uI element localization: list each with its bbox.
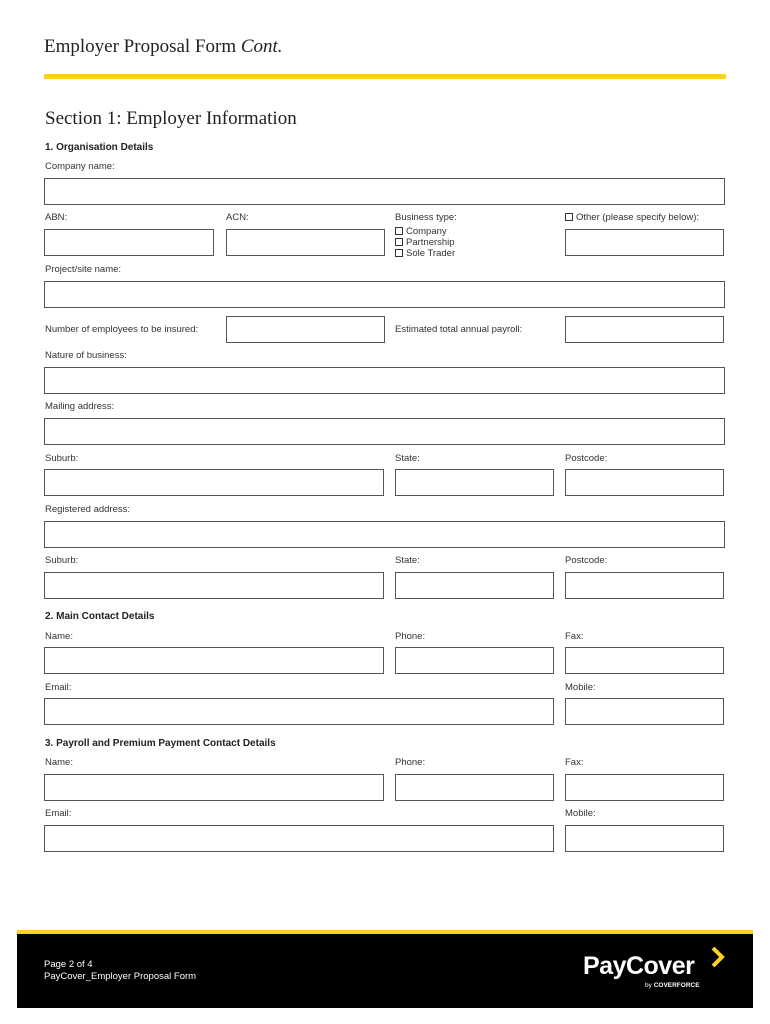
main-contact-email-field[interactable] <box>44 698 554 725</box>
main-contact-name-label: Name: <box>45 631 73 642</box>
mailing-suburb-field[interactable] <box>44 469 384 496</box>
mailing-state-label: State: <box>395 453 420 464</box>
employees-label: Number of employees to be insured: <box>45 324 199 335</box>
mailing-postcode-field[interactable] <box>565 469 724 496</box>
org-details-heading: 1. Organisation Details <box>45 142 154 153</box>
payroll-contact-mobile-label: Mobile: <box>565 808 596 819</box>
logo-tagline <box>645 982 700 989</box>
main-contact-phone-field[interactable] <box>395 647 554 674</box>
header-rule <box>44 74 726 79</box>
registered-postcode-label: Postcode: <box>565 555 608 566</box>
employees-field[interactable] <box>226 316 385 343</box>
company-checkbox[interactable] <box>395 227 403 235</box>
payroll-contact-name-label: Name: <box>45 757 73 768</box>
paycover-logo <box>583 946 733 996</box>
payroll-contact-phone-field[interactable] <box>395 774 554 801</box>
business-type-sole-trader-option[interactable] <box>395 248 455 259</box>
document-title-suffix: Cont. <box>240 36 283 57</box>
mailing-address-field[interactable] <box>44 418 725 445</box>
logo-wordmark: PayCover <box>583 952 695 980</box>
mailing-state-field[interactable] <box>395 469 554 496</box>
payroll-contact-email-field[interactable] <box>44 825 554 852</box>
main-contact-mobile-field[interactable] <box>565 698 724 725</box>
payroll-contact-heading: 3. Payroll and Premium Payment Contact Details <box>45 738 276 749</box>
nature-of-business-label: Nature of business: <box>45 350 127 361</box>
mailing-suburb-label: Suburb: <box>45 453 79 464</box>
other-business-type-field[interactable] <box>565 229 724 256</box>
registered-suburb-field[interactable] <box>44 572 384 599</box>
payroll-contact-fax-field[interactable] <box>565 774 724 801</box>
project-site-field[interactable] <box>44 281 725 308</box>
main-contact-mobile-label: Mobile: <box>565 682 596 693</box>
company-name-field[interactable] <box>44 178 725 205</box>
section-title: Section 1: Employer Information <box>45 108 297 129</box>
registered-address-field[interactable] <box>44 521 725 548</box>
business-type-sole-trader-label: Sole Trader <box>406 248 456 259</box>
registered-postcode-field[interactable] <box>565 572 724 599</box>
acn-field[interactable] <box>226 229 385 256</box>
abn-label: ABN: <box>45 212 68 223</box>
payroll-contact-email-label: Email: <box>45 808 72 819</box>
main-contact-fax-field[interactable] <box>565 647 724 674</box>
payroll-contact-mobile-field[interactable] <box>565 825 724 852</box>
registered-state-label: State: <box>395 555 420 566</box>
other-checkbox[interactable] <box>565 213 573 221</box>
page-number: Page 2 of 4 <box>44 959 93 970</box>
document-title-main: Employer Proposal Form <box>44 36 241 57</box>
annual-payroll-field[interactable] <box>565 316 724 343</box>
mailing-address-label: Mailing address: <box>45 401 115 412</box>
business-type-company-label: Company <box>406 226 447 237</box>
payroll-contact-name-field[interactable] <box>44 774 384 801</box>
other-label: Other (please specify below): <box>576 212 700 223</box>
main-contact-fax-label: Fax: <box>565 631 584 642</box>
payroll-contact-fax-label: Fax: <box>565 757 584 768</box>
mailing-postcode-label: Postcode: <box>565 453 608 464</box>
company-name-label: Company name: <box>45 161 115 172</box>
registered-address-label: Registered address: <box>45 504 131 515</box>
abn-field[interactable] <box>44 229 214 256</box>
annual-payroll-label: Estimated total annual payroll: <box>395 324 523 335</box>
sole-trader-checkbox[interactable] <box>395 249 403 257</box>
registered-suburb-label: Suburb: <box>45 555 79 566</box>
main-contact-phone-label: Phone: <box>395 631 426 642</box>
business-type-company-option[interactable] <box>395 226 447 237</box>
acn-label: ACN: <box>226 212 249 223</box>
document-title <box>44 36 283 58</box>
logo-brand: COVERFORCE <box>653 982 700 989</box>
business-type-partnership-option[interactable] <box>395 237 455 248</box>
main-contact-email-label: Email: <box>45 682 72 693</box>
project-site-label: Project/site name: <box>45 264 122 275</box>
chevron-right-icon <box>710 946 726 968</box>
page-footer <box>17 934 753 1008</box>
logo-by: by <box>645 982 652 989</box>
business-type-label: Business type: <box>395 212 457 223</box>
footer-document-name: PayCover_Employer Proposal Form <box>44 971 197 982</box>
nature-of-business-field[interactable] <box>44 367 725 394</box>
registered-state-field[interactable] <box>395 572 554 599</box>
partnership-checkbox[interactable] <box>395 238 403 246</box>
main-contact-name-field[interactable] <box>44 647 384 674</box>
main-contact-heading: 2. Main Contact Details <box>45 611 155 622</box>
payroll-contact-phone-label: Phone: <box>395 757 426 768</box>
business-type-partnership-label: Partnership <box>406 237 455 248</box>
business-type-other-option[interactable] <box>565 212 699 223</box>
